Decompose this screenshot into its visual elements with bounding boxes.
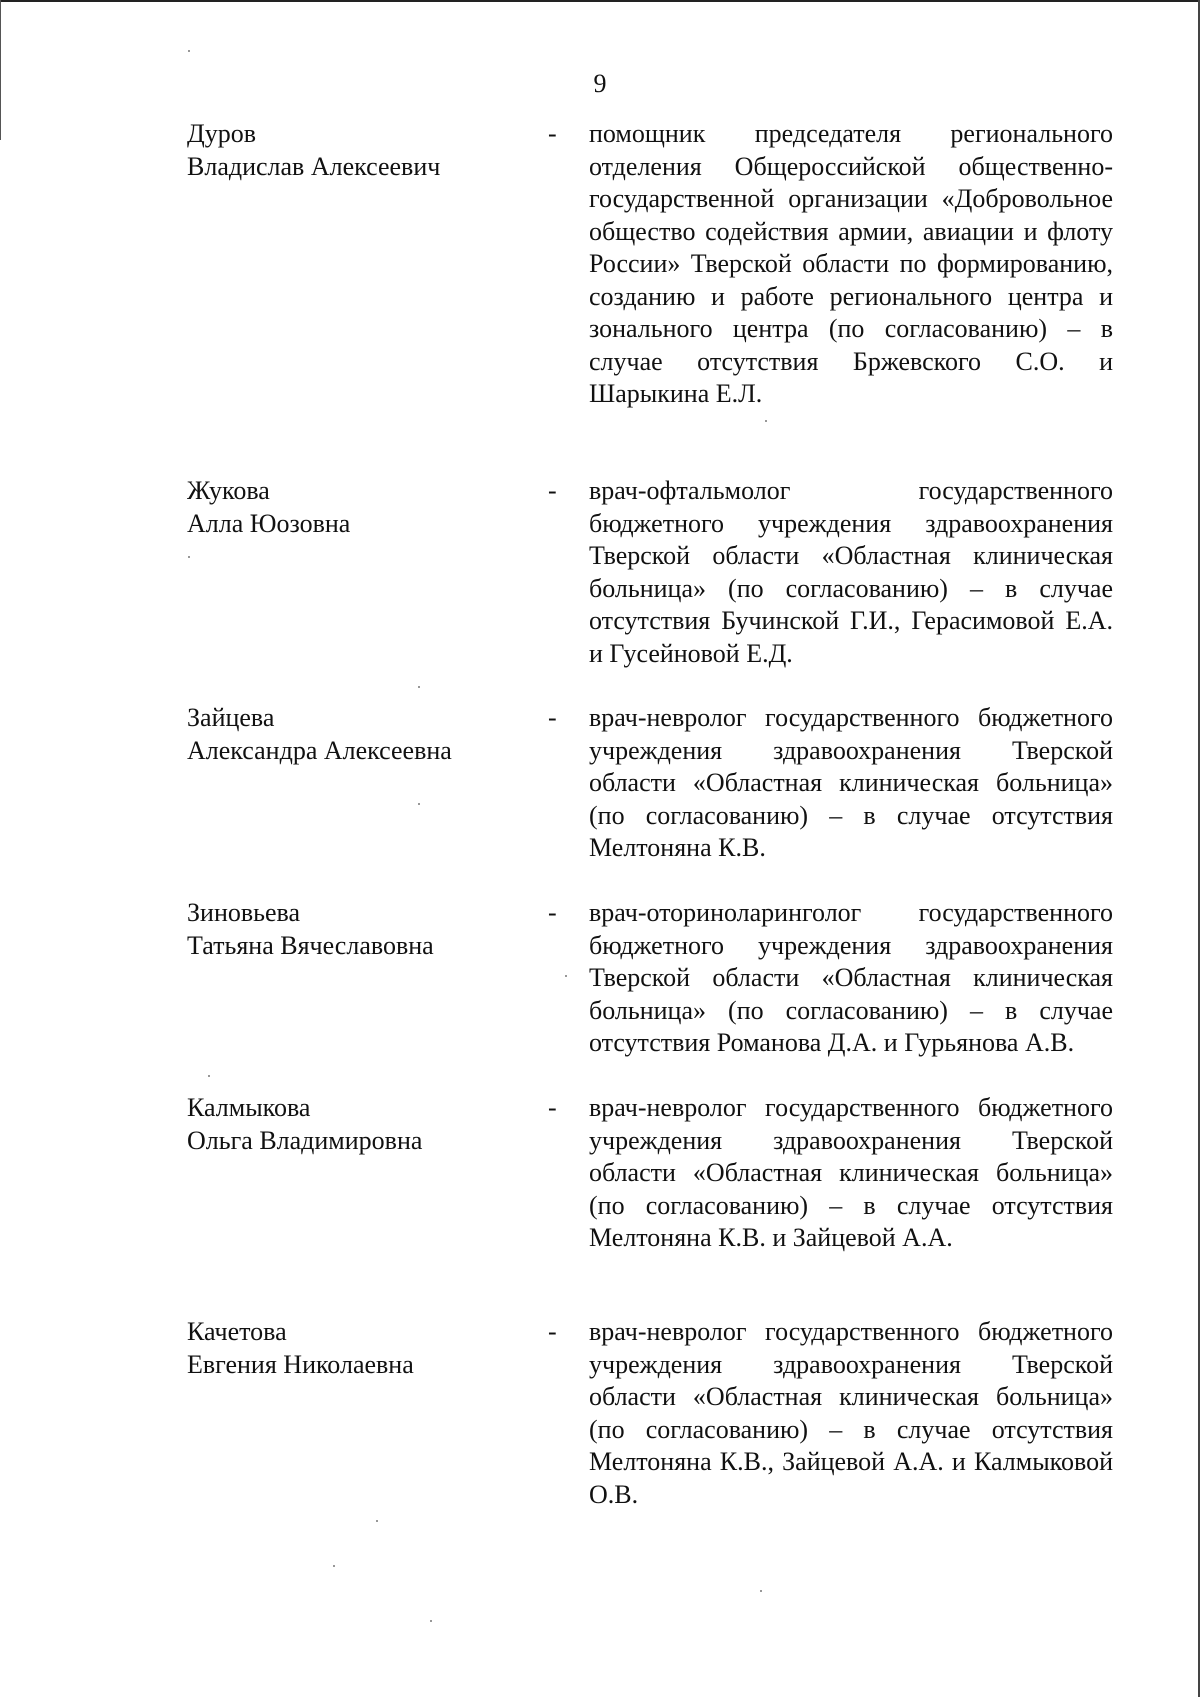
person-name xyxy=(187,1092,527,1157)
person-given-names: Евгения Николаевна xyxy=(187,1349,414,1379)
entry-dash: - xyxy=(548,1317,557,1346)
person-surname: Зайцева xyxy=(187,703,275,732)
person-position: врач-невролог государственного бюджетного учреждения здравоохранения Тверской области «Областная клиническая больница» (по согласованию) – в случае отсутствия Мелтоняна К.В., Зайцевой А.А. и Калмыковой О.В. xyxy=(589,1317,1113,1509)
person-position: врач-офтальмолог государственного бюджетного учреждения здравоохранения Тверской области «Областная клиническая больница» (по согласованию) – в случае отсутствия Бучинской Г.И., Герасимовой Е.А. и Гусейновой Е.Д. xyxy=(589,476,1113,668)
person-surname: Жукова xyxy=(187,476,270,505)
person-name xyxy=(187,118,527,183)
entry-dash: - xyxy=(548,119,557,148)
person-given-names: Владислав Алексеевич xyxy=(187,151,441,181)
scan-speck xyxy=(333,1565,335,1567)
person-name xyxy=(187,702,527,767)
scan-speck xyxy=(208,1075,210,1077)
entry-dash: - xyxy=(548,1093,557,1122)
person-given-names: Алла Юозовна xyxy=(187,508,351,538)
person-position: врач-оториноларинголог государственного бюджетного учреждения здравоохранения Тверской области «Областная клиническая больница» (по согласованию) – в случае отсутствия Романова Д.А. и Гурьянова А.В. xyxy=(589,898,1113,1057)
scan-speck xyxy=(188,556,190,558)
scan-speck xyxy=(418,686,420,688)
person-name xyxy=(187,897,527,962)
person-position: помощник председателя регионального отделения Общероссийской общественно-государственной организации «Добровольное общество содействия армии, авиации и флоту России» Тверской области по формированию, созданию и работе регионального центра и зонального центра (по согласованию) – в случае отсутствия Бржевского С.О. и Шарыкина Е.Л. xyxy=(589,119,1113,408)
scan-speck xyxy=(376,1520,378,1522)
person-name xyxy=(187,475,527,540)
scan-speck xyxy=(418,803,420,805)
scan-speck xyxy=(188,50,190,52)
scan-speck xyxy=(760,1590,762,1592)
person-given-names: Ольга Владимировна xyxy=(187,1125,423,1155)
person-position: врач-невролог государственного бюджетного учреждения здравоохранения Тверской области «Областная клиническая больница» (по согласованию) – в случае отсутствия Мелтоняна К.В. и Зайцевой А.А. xyxy=(589,1093,1113,1252)
person-surname: Зиновьева xyxy=(187,898,301,927)
scan-speck xyxy=(565,975,567,977)
page-number: 9 xyxy=(593,69,607,98)
person-position: врач-невролог государственного бюджетного учреждения здравоохранения Тверской области «Областная клиническая больница» (по согласованию) – в случае отсутствия Мелтоняна К.В. xyxy=(589,703,1113,862)
person-surname: Калмыкова xyxy=(187,1093,311,1122)
entry-dash: - xyxy=(548,898,557,927)
person-given-names: Александра Алексеевна xyxy=(187,735,452,765)
person-given-names: Татьяна Вячеславовна xyxy=(187,930,434,960)
person-name xyxy=(187,1316,527,1381)
entry-dash: - xyxy=(548,476,557,505)
person-surname: Дуров xyxy=(187,119,257,148)
entry-dash: - xyxy=(548,703,557,732)
scan-speck xyxy=(430,1620,432,1622)
person-surname: Качетова xyxy=(187,1317,287,1346)
scan-speck xyxy=(765,420,767,422)
scan-edge-top xyxy=(0,0,1200,2)
